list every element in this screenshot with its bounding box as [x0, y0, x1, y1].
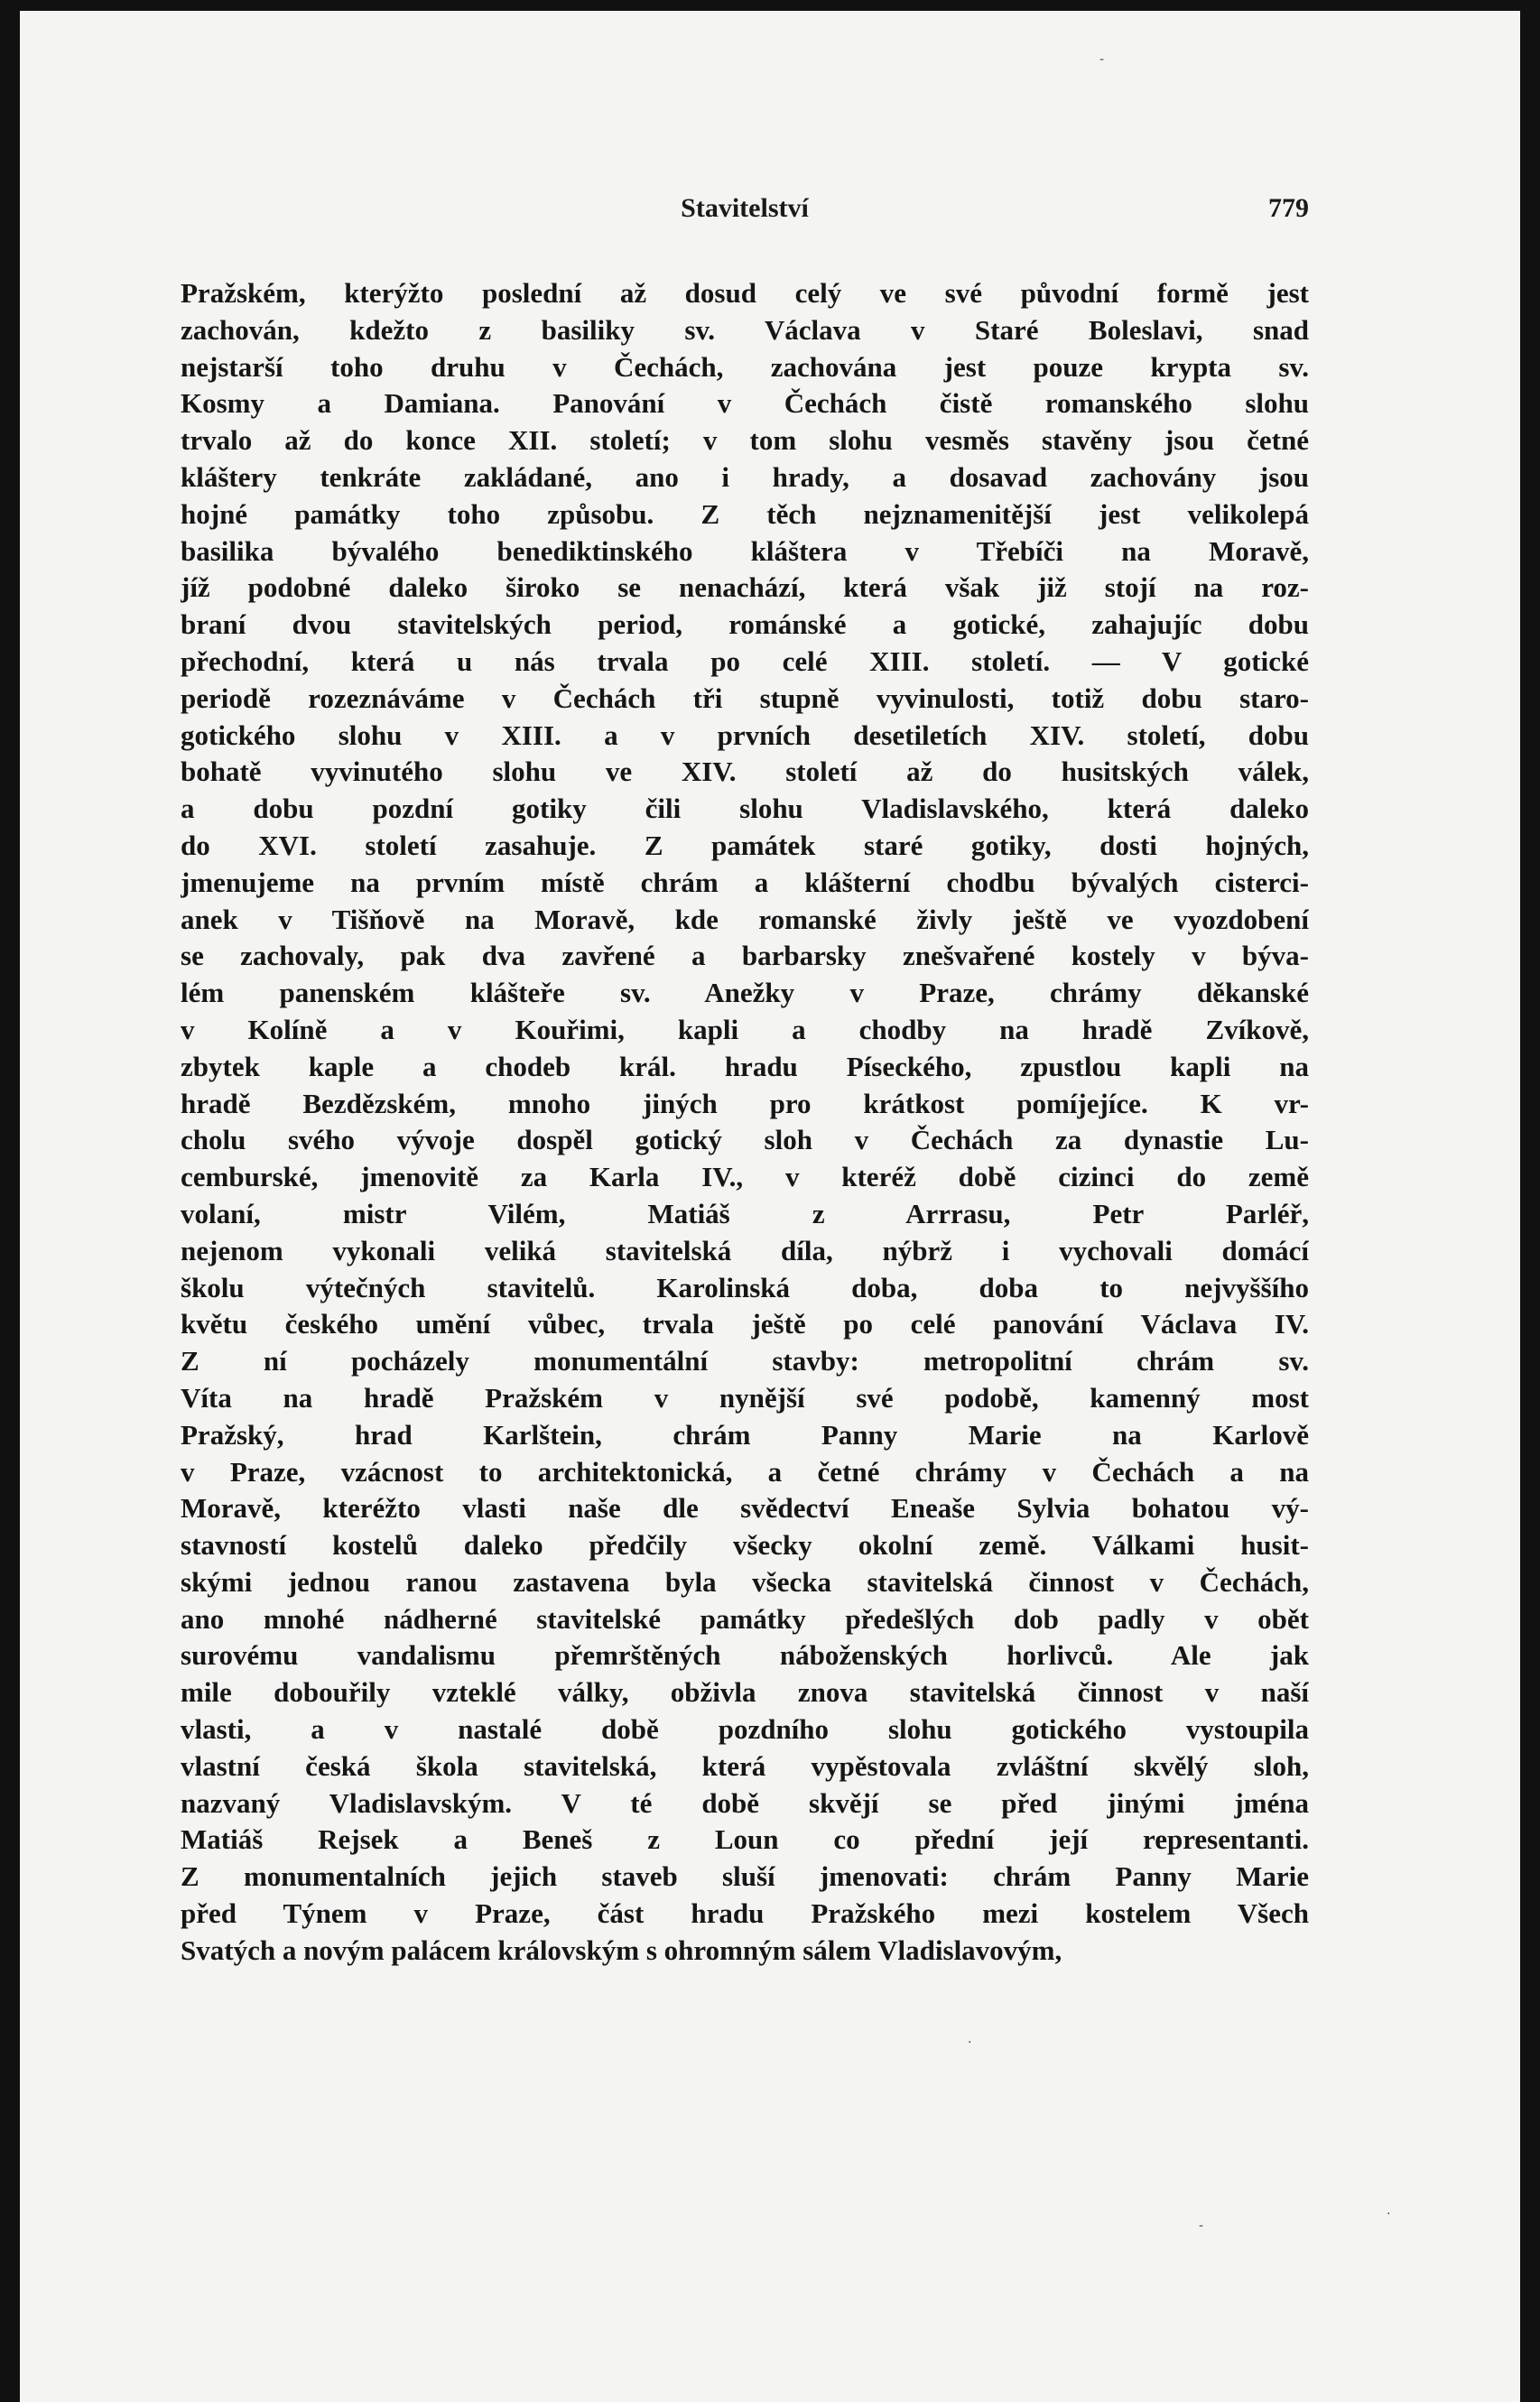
- text-line: nazvaný Vladislavským. V té době skvějí se před jinými jména: [181, 1786, 1309, 1819]
- text-line: surovému vandalismu přemrštěných náboženských horlivců. Ale jak: [181, 1639, 1309, 1672]
- text-line: basilika bývalého benediktinského kláštera v Třebíči na Moravě,: [181, 534, 1309, 567]
- text-line: Svatých a novým palácem královským s ohromným sálem Vladislavovým,: [181, 1934, 1062, 1966]
- text-line: lém panenském klášteře sv. Anežky v Praze, chrámy děkanské: [181, 977, 1309, 1009]
- scan-edge-right: [1520, 0, 1540, 2402]
- text-line: květu českého umění vůbec, trvala ještě po celé panování Václava IV.: [181, 1308, 1309, 1340]
- text-line: volaní, mistr Vilém, Matiáš z Arrrasu, Petr Parléř,: [181, 1197, 1309, 1229]
- text-line: Z ní pocházely monumentální stavby: metropolitní chrám sv.: [181, 1345, 1309, 1377]
- text-line: cemburské, jmenovitě za Karla IV., v kteréž době cizinci do země: [181, 1161, 1309, 1193]
- text-line: hradě Bezdězském, mnoho jiných pro krátkost pomíjejíce. K vr-: [181, 1087, 1309, 1119]
- body-text: [181, 275, 1309, 1970]
- scan-edge-left: [0, 0, 20, 2402]
- page-header: [181, 193, 1309, 233]
- text-line: jíž podobné daleko široko se nenachází, která však již stojí na roz-: [181, 571, 1309, 604]
- page-number: 779: [1268, 193, 1309, 223]
- text-line: anek v Tišňově na Moravě, kde romanské živly ještě ve vyozdobení: [181, 903, 1309, 935]
- text-line: nejenom vykonali veliká stavitelská díla, nýbrž i vychovali domácí: [181, 1234, 1309, 1266]
- text-line: Moravě, kteréžto vlasti naše dle svědectví Eneaše Sylvia bohatou vý-: [181, 1492, 1309, 1525]
- text-line: stavností kostelů daleko předčily všecky okolní země. Válkami husit-: [181, 1529, 1309, 1562]
- text-line: Kosmy a Damiana. Panování v Čechách čistě romanského slohu: [181, 387, 1309, 420]
- scan-speck: ·: [968, 2036, 972, 2050]
- text-line: Pražský, hrad Karlštein, chrám Panny Marie na Karlově: [181, 1418, 1309, 1451]
- text-line: v Kolíně a v Kouřimi, kapli a chodby na hradě Zvíkově,: [181, 1013, 1309, 1045]
- text-line: hojné památky toho způsobu. Z těch nejznamenitější jest velikolepá: [181, 497, 1309, 530]
- text-line: jmenujeme na prvním místě chrám a klášterní chodbu bývalých cisterci-: [181, 866, 1309, 898]
- text-line: před Týnem v Praze, část hradu Pražského mezi kostelem Všech: [181, 1897, 1309, 1930]
- scan-edge-top: [0, 0, 1540, 11]
- text-line: bohatě vyvinutého slohu ve XIV. století až do husitských válek,: [181, 756, 1309, 788]
- text-line: se zachovaly, pak dva zavřené a barbarsky znešvařené kostely v býva-: [181, 940, 1309, 972]
- text-line: Z monumentalních jejich staveb sluší jmenovati: chrám Panny Marie: [181, 1860, 1309, 1893]
- text-line: trvalo až do konce XII. století; v tom slohu vesměs stavěny jsou četné: [181, 424, 1309, 457]
- text-line: do XVI. století zasahuje. Z památek staré gotiky, dosti hojných,: [181, 829, 1309, 861]
- text-line: zachován, kdežto z basiliky sv. Václava v Staré Boleslavi, snad: [181, 313, 1309, 346]
- text-line: periodě rozeznáváme v Čechách tři stupně vyvinulosti, totiž dobu staro-: [181, 682, 1309, 714]
- text-line: gotického slohu v XIII. a v prvních desetiletích XIV. století, dobu: [181, 719, 1309, 751]
- text-line: braní dvou stavitelských period, románské a gotické, zahajujíc dobu: [181, 608, 1309, 641]
- text-line: Pražském, kterýžto poslední až dosud celý ve své původní formě jest: [181, 277, 1309, 309]
- text-line: přechodní, která u nás trvala po celé XIII. století. — V gotické: [181, 645, 1309, 677]
- text-line: Víta na hradě Pražském v nynější své podobě, kamenný most: [181, 1381, 1309, 1414]
- text-line: skými jednou ranou zastavena byla všecka stavitelská činnost v Čechách,: [181, 1565, 1309, 1598]
- text-line: vlasti, a v nastalé době pozdního slohu gotického vystoupila: [181, 1713, 1309, 1746]
- scan-speck: -: [1199, 2219, 1204, 2233]
- text-line: Matiáš Rejsek a Beneš z Loun co přední její representanti.: [181, 1823, 1309, 1856]
- text-line: vlastní česká škola stavitelská, která vypěstovala zvláštní skvělý sloh,: [181, 1749, 1309, 1782]
- scan-speck: ·: [1387, 2207, 1391, 2221]
- text-line: nejstarší toho druhu v Čechách, zachována jest pouze krypta sv.: [181, 350, 1309, 383]
- text-line: školu výtečných stavitelů. Karolinská doba, doba to nejvyššího: [181, 1271, 1309, 1303]
- text-line: cholu svého vývoje dospěl gotický sloh v Čechách za dynastie Lu-: [181, 1124, 1309, 1156]
- scan-speck: -: [1099, 52, 1105, 67]
- text-line: a dobu pozdní gotiky čili slohu Vladislavského, která daleko: [181, 793, 1309, 825]
- running-head: Stavitelství: [681, 193, 809, 223]
- text-line: ano mnohé nádherné stavitelské památky předešlých dob padly v obět: [181, 1602, 1309, 1635]
- text-line: mile dobouřily vzteklé války, obživla znova stavitelská činnost v naší: [181, 1676, 1309, 1709]
- text-line: v Praze, vzácnost to architektonická, a četné chrámy v Čechách a na: [181, 1455, 1309, 1488]
- text-line: kláštery tenkráte zakládané, ano i hrady, a dosavad zachovány jsou: [181, 460, 1309, 493]
- text-line: zbytek kaple a chodeb král. hradu Píseckého, zpustlou kapli na: [181, 1050, 1309, 1082]
